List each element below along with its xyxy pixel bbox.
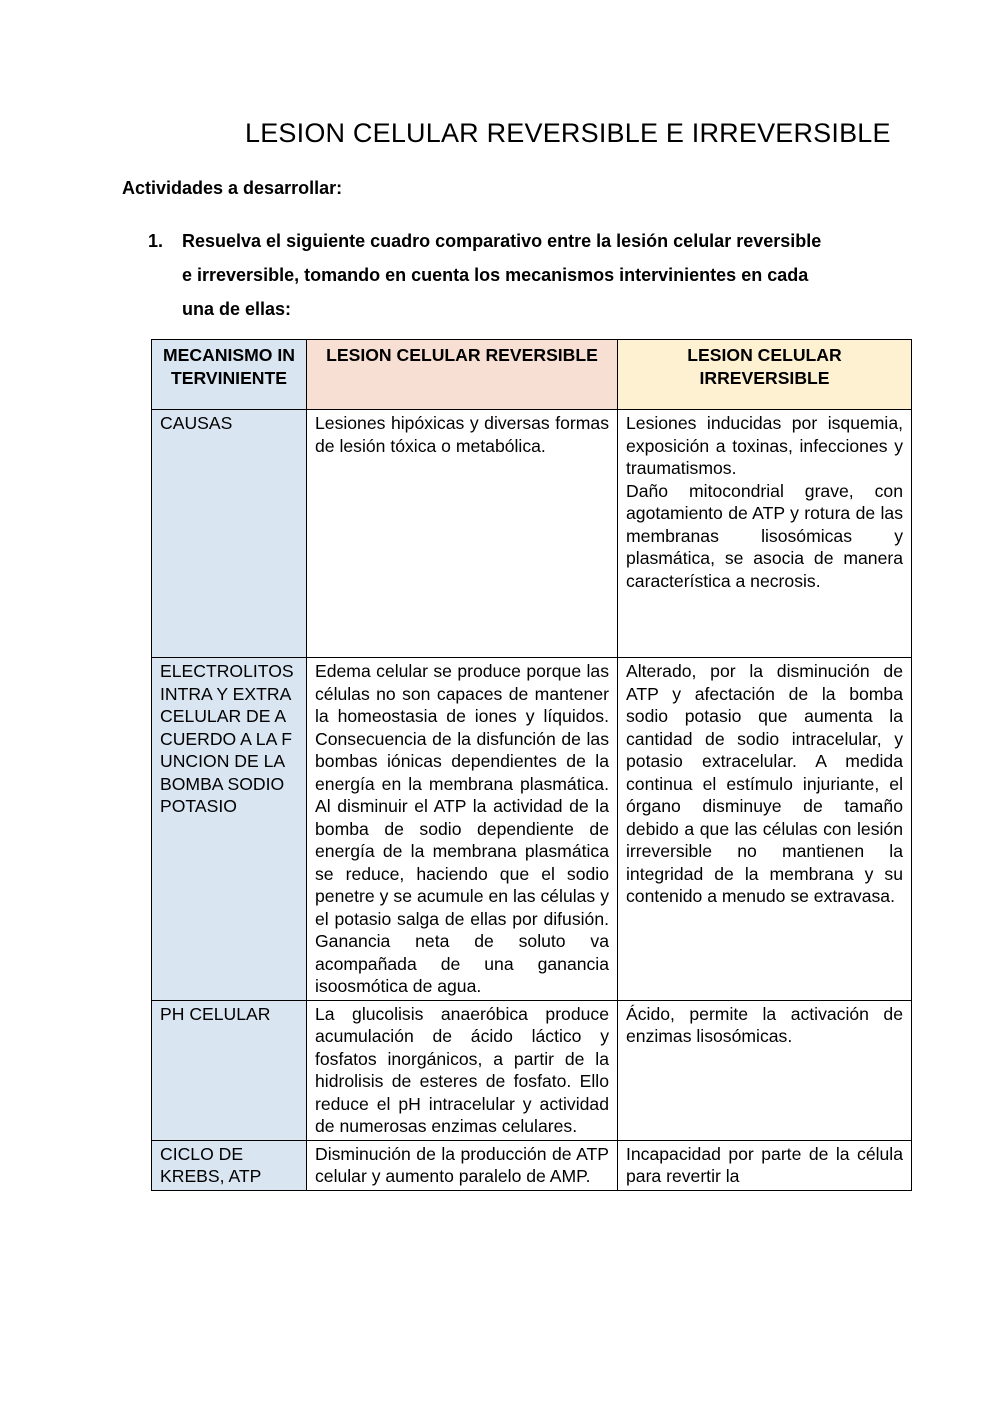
row-irreversible: Ácido, permite la activación de enzimas lisosómicas. [618,1000,912,1140]
row-reversible: Lesiones hipóxicas y diversas formas de lesión tóxica o metabólica. [307,410,618,658]
task-item [148,224,828,326]
row-mechanism: CICLO DE KREBS, ATP [152,1140,307,1190]
row-irreversible: Alterado, por la disminución de ATP y afectación de la bomba sodio potasio que aumenta la cantidad de sodio intracelular, y potasio extracelular. A medida continua el estímulo injuriante, el órgano disminuye de tamaño debido a que las células con lesión irreversible no mantienen la integridad de la membrana y su contenido a menudo se extravasa. [618,658,912,1001]
header-reversible: LESION CELULAR REVERSIBLE [307,340,618,410]
task-text: Resuelva el siguiente cuadro comparativo entre la lesión celular reversible e irreversible, tomando en cuenta los mecanismos intervinientes en cada una de ellas: [182,231,822,319]
table-row [152,410,912,658]
header-irreversible: LESION CELULAR IRREVERSIBLE [618,340,912,410]
row-mechanism: ELECTROLITOS INTRA Y EXTRACELULAR DE ACUERDO A LA FUNCION DE LA BOMBA SODIO POTASIO [152,658,307,1001]
row-mechanism: PH CELULAR [152,1000,307,1140]
header-mechanism: MECANISMO INTERVINIENTE [152,340,307,410]
row-irreversible [618,410,912,658]
table-row [152,1000,912,1140]
row-irreversible: Incapacidad por parte de la célula para revertir la [618,1140,912,1190]
table-row [152,658,912,1001]
activities-heading: Actividades a desarrollar: [122,178,343,198]
row-reversible: Disminución de la producción de ATP celular y aumento paralelo de AMP. [307,1140,618,1190]
table-row [152,1140,912,1190]
row-reversible: La glucolisis anaeróbica produce acumulación de ácido láctico y fosfatos inorgánicos, a partir de la hidrolisis de esteres de fosfato. Ello reduce el pH intracelular y actividad de numerosas enzimas celulares. [307,1000,618,1140]
row-reversible: Edema celular se produce porque las células no son capaces de mantener la homeostasia de iones y líquidos. Consecuencia de la disfunción de las bombas iónicas dependientes de la energía en la membrana plasmática. Al disminuir el ATP la actividad de la bomba de sodio dependiente de energía de la membrana plasmática se reduce, haciendo que el sodio penetre y se acumule en las células y el potasio salga de ellas por difusión. Ganancia neta de soluto va acompañada de una ganancia isoosmótica de agua. [307,658,618,1001]
row-irreversible-paragraph: Lesiones inducidas por isquemia, exposición a toxinas, infecciones y traumatismos. [626,413,903,478]
comparison-table [151,339,912,1191]
table-header-row [152,340,912,410]
row-mechanism: CAUSAS [152,410,307,658]
row-irreversible-paragraph: Daño mitocondrial grave, con agotamiento de ATP y rotura de las membranas lisosómicas y plasmática, se asocia de manera característica a necrosis. [626,480,903,591]
page-title: LESION CELULAR REVERSIBLE E IRREVERSIBLE [245,118,891,148]
task-number: 1. [148,231,164,251]
